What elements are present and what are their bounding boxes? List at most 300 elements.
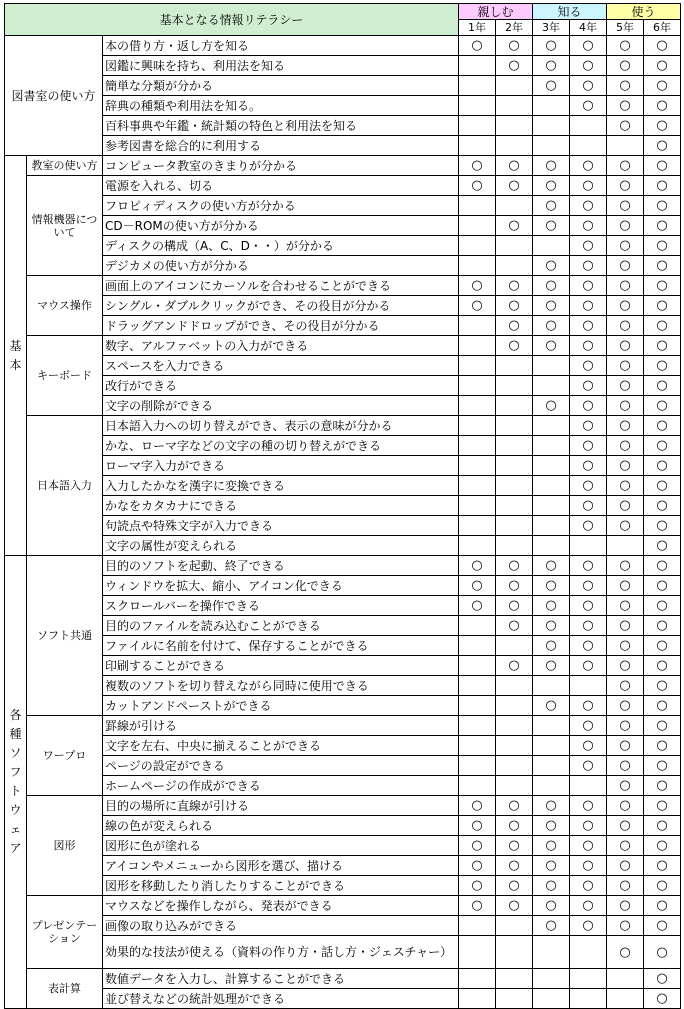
empty-mark [459, 716, 496, 736]
table-row [5, 236, 681, 256]
circle-mark: ○ [570, 456, 607, 476]
circle-mark: ○ [607, 156, 644, 176]
circle-mark: ○ [496, 836, 533, 856]
empty-mark [607, 989, 644, 1009]
circle-mark: ○ [644, 836, 681, 856]
circle-mark: ○ [459, 596, 496, 616]
circle-mark: ○ [644, 36, 681, 56]
table-row [5, 416, 681, 436]
empty-mark [533, 676, 570, 696]
circle-mark: ○ [459, 816, 496, 836]
empty-mark [496, 76, 533, 96]
circle-mark: ○ [570, 36, 607, 56]
table-row [5, 936, 681, 969]
table-row [5, 736, 681, 756]
table-row [5, 556, 681, 576]
circle-mark: ○ [644, 276, 681, 296]
circle-mark: ○ [496, 556, 533, 576]
empty-mark [459, 316, 496, 336]
circle-mark: ○ [570, 556, 607, 576]
circle-mark: ○ [533, 916, 570, 936]
circle-mark: ○ [533, 796, 570, 816]
table-row [5, 656, 681, 676]
item-text: 百科事典や年鑑・統計類の特色と利用法を知る [103, 116, 459, 136]
circle-mark: ○ [533, 856, 570, 876]
subcategory-cell: 教室の使い方 [27, 156, 103, 176]
empty-mark [533, 96, 570, 116]
circle-mark: ○ [644, 756, 681, 776]
circle-mark: ○ [570, 916, 607, 936]
item-text: カットアンドペーストができる [103, 696, 459, 716]
empty-mark [459, 456, 496, 476]
circle-mark: ○ [570, 356, 607, 376]
table-row [5, 96, 681, 116]
table-row [5, 756, 681, 776]
empty-mark [459, 376, 496, 396]
circle-mark: ○ [496, 596, 533, 616]
empty-mark [459, 96, 496, 116]
empty-mark [459, 216, 496, 236]
table-row [5, 516, 681, 536]
item-text: フロピィディスクの使い方が分かる [103, 196, 459, 216]
circle-mark: ○ [533, 696, 570, 716]
empty-mark [570, 969, 607, 989]
circle-mark: ○ [644, 356, 681, 376]
table-row [5, 776, 681, 796]
empty-mark [533, 716, 570, 736]
empty-mark [496, 196, 533, 216]
circle-mark: ○ [570, 736, 607, 756]
circle-mark: ○ [570, 876, 607, 896]
circle-mark: ○ [607, 216, 644, 236]
circle-mark: ○ [607, 56, 644, 76]
circle-mark: ○ [533, 76, 570, 96]
circle-mark: ○ [459, 176, 496, 196]
circle-mark: ○ [533, 316, 570, 336]
circle-mark: ○ [570, 836, 607, 856]
item-text: 本の借り方・返し方を知る [103, 36, 459, 56]
subcategory-cell: 表計算 [27, 969, 103, 1009]
circle-mark: ○ [570, 176, 607, 196]
circle-mark: ○ [644, 556, 681, 576]
circle-mark: ○ [533, 396, 570, 416]
circle-mark: ○ [607, 36, 644, 56]
circle-mark: ○ [607, 716, 644, 736]
circle-mark: ○ [644, 676, 681, 696]
circle-mark: ○ [570, 256, 607, 276]
circle-mark: ○ [570, 816, 607, 836]
circle-mark: ○ [496, 56, 533, 76]
table-row [5, 276, 681, 296]
circle-mark: ○ [570, 696, 607, 716]
circle-mark: ○ [533, 276, 570, 296]
circle-mark: ○ [644, 776, 681, 796]
empty-mark [496, 536, 533, 556]
circle-mark: ○ [570, 216, 607, 236]
literacy-sheet [4, 3, 681, 1009]
table-row [5, 36, 681, 56]
empty-mark [496, 416, 533, 436]
item-text: 図形を移動したり消したりすることができる [103, 876, 459, 896]
item-text: 句読点や特殊文字が入力できる [103, 516, 459, 536]
table-row [5, 196, 681, 216]
item-text: 画面上のアイコンにカーソルを合わせることができる [103, 276, 459, 296]
empty-mark [459, 936, 496, 969]
circle-mark: ○ [533, 196, 570, 216]
table-row [5, 896, 681, 916]
item-text: 目的のソフトを起動、終了できる [103, 556, 459, 576]
table-row [5, 856, 681, 876]
table-row [5, 356, 681, 376]
circle-mark: ○ [644, 56, 681, 76]
circle-mark: ○ [496, 336, 533, 356]
item-text: 罫線が引ける [103, 716, 459, 736]
item-text: 数字、アルファベットの入力ができる [103, 336, 459, 356]
circle-mark: ○ [459, 296, 496, 316]
empty-mark [496, 989, 533, 1009]
empty-mark [533, 989, 570, 1009]
empty-mark [496, 236, 533, 256]
empty-mark [459, 196, 496, 216]
grade-header: 2年 [496, 20, 533, 36]
circle-mark: ○ [607, 376, 644, 396]
circle-mark: ○ [607, 76, 644, 96]
circle-mark: ○ [644, 576, 681, 596]
empty-mark [459, 336, 496, 356]
circle-mark: ○ [570, 296, 607, 316]
circle-mark: ○ [644, 536, 681, 556]
circle-mark: ○ [459, 876, 496, 896]
empty-mark [459, 116, 496, 136]
circle-mark: ○ [607, 816, 644, 836]
item-text: CD－ROMの使い方が分かる [103, 216, 459, 236]
circle-mark: ○ [496, 276, 533, 296]
circle-mark: ○ [570, 576, 607, 596]
item-text: ウィンドウを拡大、縮小、アイコン化できる [103, 576, 459, 596]
circle-mark: ○ [644, 216, 681, 236]
table-row [5, 316, 681, 336]
circle-mark: ○ [644, 596, 681, 616]
circle-mark: ○ [459, 796, 496, 816]
circle-mark: ○ [644, 496, 681, 516]
item-text: ページの設定ができる [103, 756, 459, 776]
circle-mark: ○ [496, 616, 533, 636]
table-row [5, 576, 681, 596]
item-text: ディスクの構成（A、C、D・・）が分かる [103, 236, 459, 256]
item-text: 文字を左右、中央に揃えることができる [103, 736, 459, 756]
empty-mark [459, 496, 496, 516]
circle-mark: ○ [644, 96, 681, 116]
empty-mark [533, 356, 570, 376]
circle-mark: ○ [570, 596, 607, 616]
circle-mark: ○ [644, 336, 681, 356]
circle-mark: ○ [644, 716, 681, 736]
empty-mark [459, 989, 496, 1009]
circle-mark: ○ [496, 656, 533, 676]
circle-mark: ○ [570, 156, 607, 176]
circle-mark: ○ [644, 896, 681, 916]
table-row [5, 696, 681, 716]
circle-mark: ○ [607, 736, 644, 756]
circle-mark: ○ [607, 596, 644, 616]
empty-mark [459, 776, 496, 796]
item-text: マウスなどを操作しながら、発表ができる [103, 896, 459, 916]
empty-mark [496, 936, 533, 969]
circle-mark: ○ [570, 716, 607, 736]
table-row [5, 636, 681, 656]
circle-mark: ○ [570, 616, 607, 636]
empty-mark [459, 56, 496, 76]
circle-mark: ○ [570, 96, 607, 116]
stage-header-2: 知る [533, 4, 607, 20]
empty-mark [459, 916, 496, 936]
circle-mark: ○ [644, 736, 681, 756]
category-cell: 図書室の使い方 [5, 36, 103, 156]
table-row [5, 396, 681, 416]
empty-mark [496, 696, 533, 716]
item-text: アイコンやメニューから図形を選び、描ける [103, 856, 459, 876]
circle-mark: ○ [533, 296, 570, 316]
item-text: 数値データを入力し、計算することができる [103, 969, 459, 989]
table-row [5, 916, 681, 936]
circle-mark: ○ [644, 196, 681, 216]
circle-mark: ○ [644, 616, 681, 636]
circle-mark: ○ [607, 316, 644, 336]
circle-mark: ○ [570, 636, 607, 656]
empty-mark [459, 356, 496, 376]
circle-mark: ○ [570, 476, 607, 496]
circle-mark: ○ [570, 56, 607, 76]
empty-mark [570, 116, 607, 136]
empty-mark [496, 376, 533, 396]
table-row [5, 216, 681, 236]
circle-mark: ○ [644, 916, 681, 936]
empty-mark [570, 936, 607, 969]
circle-mark: ○ [607, 296, 644, 316]
empty-mark [533, 536, 570, 556]
circle-mark: ○ [496, 896, 533, 916]
item-text: 参考図書を総合的に利用する [103, 136, 459, 156]
empty-mark [533, 476, 570, 496]
empty-mark [496, 256, 533, 276]
table-row [5, 536, 681, 556]
empty-mark [607, 136, 644, 156]
empty-mark [533, 376, 570, 396]
item-text: スクロールバーを操作できる [103, 596, 459, 616]
circle-mark: ○ [644, 456, 681, 476]
circle-mark: ○ [607, 436, 644, 456]
table-row [5, 176, 681, 196]
item-text: 画像の取り込みができる [103, 916, 459, 936]
empty-mark [570, 536, 607, 556]
literacy-table [4, 3, 681, 1009]
item-text: 図形に色が塗れる [103, 836, 459, 856]
circle-mark: ○ [533, 636, 570, 656]
table-row [5, 616, 681, 636]
grade-header: 4年 [570, 20, 607, 36]
circle-mark: ○ [607, 576, 644, 596]
empty-mark [533, 776, 570, 796]
circle-mark: ○ [607, 696, 644, 716]
circle-mark: ○ [607, 236, 644, 256]
circle-mark: ○ [496, 856, 533, 876]
table-row [5, 716, 681, 736]
circle-mark: ○ [459, 156, 496, 176]
circle-mark: ○ [607, 196, 644, 216]
circle-mark: ○ [459, 556, 496, 576]
circle-mark: ○ [496, 36, 533, 56]
circle-mark: ○ [496, 876, 533, 896]
grade-header: 3年 [533, 20, 570, 36]
item-text: 辞典の種類や利用法を知る。 [103, 96, 459, 116]
circle-mark: ○ [607, 476, 644, 496]
circle-mark: ○ [607, 856, 644, 876]
empty-mark [570, 676, 607, 696]
table-row [5, 156, 681, 176]
table-row [5, 969, 681, 989]
table-row [5, 136, 681, 156]
circle-mark: ○ [607, 616, 644, 636]
item-text: 文字の属性が変えられる [103, 536, 459, 556]
table-row [5, 836, 681, 856]
circle-mark: ○ [496, 816, 533, 836]
circle-mark: ○ [533, 216, 570, 236]
circle-mark: ○ [533, 576, 570, 596]
circle-mark: ○ [459, 896, 496, 916]
item-text: 電源を入れる、切る [103, 176, 459, 196]
circle-mark: ○ [496, 216, 533, 236]
empty-mark [496, 676, 533, 696]
circle-mark: ○ [570, 336, 607, 356]
empty-mark [533, 736, 570, 756]
item-text: ローマ字入力ができる [103, 456, 459, 476]
table-row [5, 116, 681, 136]
circle-mark: ○ [607, 516, 644, 536]
empty-mark [496, 916, 533, 936]
empty-mark [533, 236, 570, 256]
circle-mark: ○ [644, 296, 681, 316]
subcategory-cell: プレゼンテーション [27, 896, 103, 969]
circle-mark: ○ [570, 516, 607, 536]
table-row [5, 496, 681, 516]
circle-mark: ○ [607, 96, 644, 116]
empty-mark [533, 969, 570, 989]
circle-mark: ○ [607, 936, 644, 969]
empty-mark [496, 476, 533, 496]
table-row [5, 676, 681, 696]
circle-mark: ○ [459, 856, 496, 876]
circle-mark: ○ [533, 896, 570, 916]
circle-mark: ○ [644, 376, 681, 396]
circle-mark: ○ [533, 836, 570, 856]
circle-mark: ○ [459, 276, 496, 296]
empty-mark [496, 636, 533, 656]
circle-mark: ○ [496, 316, 533, 336]
circle-mark: ○ [607, 756, 644, 776]
circle-mark: ○ [644, 396, 681, 416]
circle-mark: ○ [533, 816, 570, 836]
empty-mark [459, 136, 496, 156]
empty-mark [459, 236, 496, 256]
empty-mark [496, 776, 533, 796]
empty-mark [459, 256, 496, 276]
subcategory-cell: キーボード [27, 336, 103, 416]
table-row [5, 876, 681, 896]
subcategory-cell: ソフト共通 [27, 556, 103, 716]
empty-mark [459, 616, 496, 636]
table-row [5, 76, 681, 96]
empty-mark [496, 496, 533, 516]
circle-mark: ○ [570, 756, 607, 776]
item-text: 文字の削除ができる [103, 396, 459, 416]
empty-mark [533, 496, 570, 516]
empty-mark [496, 969, 533, 989]
empty-mark [570, 989, 607, 1009]
circle-mark: ○ [644, 856, 681, 876]
circle-mark: ○ [607, 116, 644, 136]
circle-mark: ○ [607, 276, 644, 296]
circle-mark: ○ [644, 256, 681, 276]
empty-mark [533, 456, 570, 476]
circle-mark: ○ [570, 656, 607, 676]
circle-mark: ○ [644, 989, 681, 1009]
circle-mark: ○ [570, 416, 607, 436]
empty-mark [459, 476, 496, 496]
table-row [5, 796, 681, 816]
circle-mark: ○ [607, 656, 644, 676]
circle-mark: ○ [533, 656, 570, 676]
circle-mark: ○ [644, 876, 681, 896]
empty-mark [533, 416, 570, 436]
table-body [5, 36, 681, 1009]
circle-mark: ○ [570, 896, 607, 916]
circle-mark: ○ [533, 596, 570, 616]
item-text: デジカメの使い方が分かる [103, 256, 459, 276]
circle-mark: ○ [607, 796, 644, 816]
circle-mark: ○ [644, 816, 681, 836]
circle-mark: ○ [570, 196, 607, 216]
circle-mark: ○ [607, 356, 644, 376]
circle-mark: ○ [644, 636, 681, 656]
circle-mark: ○ [607, 336, 644, 356]
empty-mark [533, 516, 570, 536]
item-text: 目的の場所に直線が引ける [103, 796, 459, 816]
item-text: 日本語入力への切り替えができ、表示の意味が分かる [103, 416, 459, 436]
empty-mark [459, 656, 496, 676]
circle-mark: ○ [533, 616, 570, 636]
empty-mark [496, 116, 533, 136]
empty-mark [496, 436, 533, 456]
item-text: 効果的な技法が使える（資料の作り方・話し方・ジェスチャー） [103, 936, 459, 969]
subcategory-cell: 情報機器について [27, 176, 103, 276]
table-row [5, 296, 681, 316]
empty-mark [496, 736, 533, 756]
empty-mark [496, 136, 533, 156]
circle-mark: ○ [644, 236, 681, 256]
table-row [5, 436, 681, 456]
empty-mark [459, 696, 496, 716]
circle-mark: ○ [533, 56, 570, 76]
empty-mark [607, 969, 644, 989]
item-text: かな、ローマ字などの文字の種の切り替えができる [103, 436, 459, 456]
circle-mark: ○ [533, 556, 570, 576]
circle-mark: ○ [570, 496, 607, 516]
circle-mark: ○ [644, 156, 681, 176]
circle-mark: ○ [607, 496, 644, 516]
item-text: 複数のソフトを切り替えながら同時に使用できる [103, 676, 459, 696]
table-row [5, 596, 681, 616]
circle-mark: ○ [607, 256, 644, 276]
